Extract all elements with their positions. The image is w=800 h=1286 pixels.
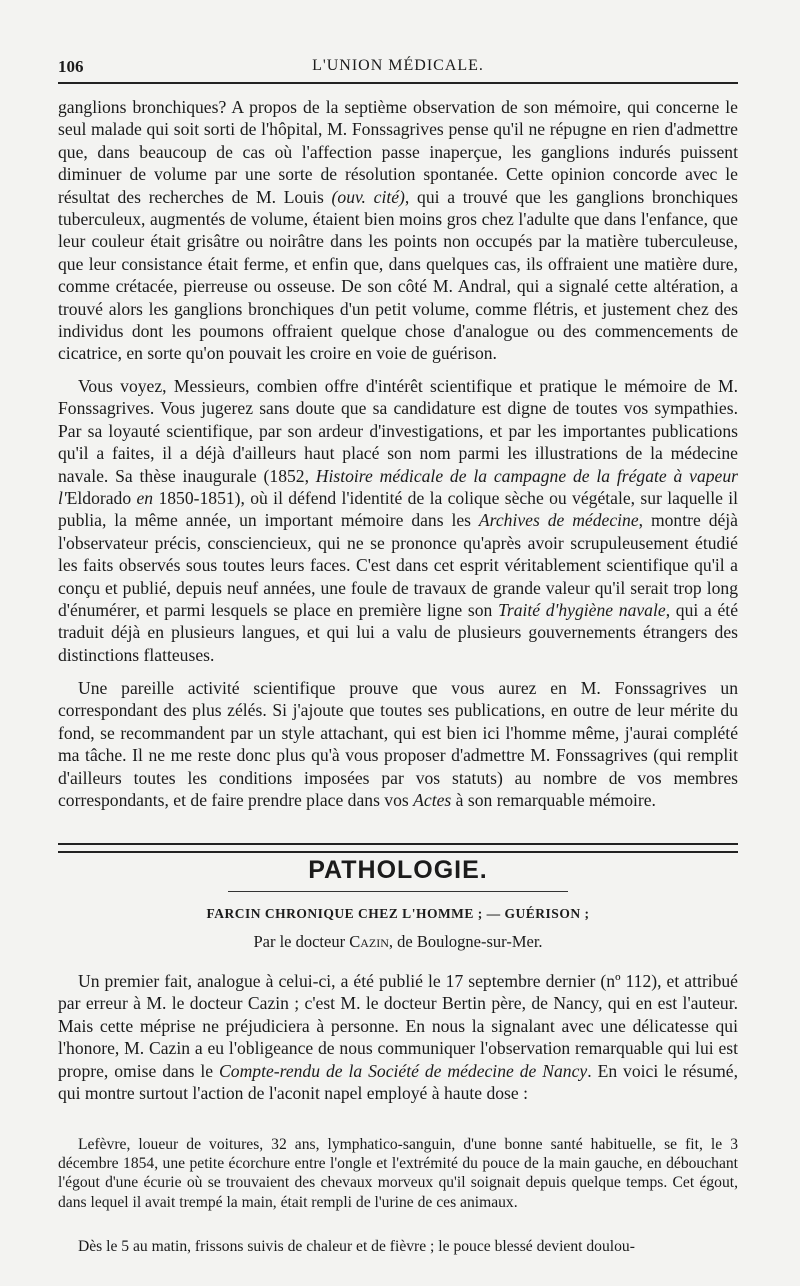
case-paragraph-2-text: Dès le 5 au matin, frissons suivis de chaleur et de fièvre ; le pouce blessé devient doulou- [78,1238,635,1255]
page-header [58,52,738,82]
paragraph-1-citation: (ouv. cité) [331,186,405,207]
author-name: Cazin [349,932,389,951]
title-rule [228,891,568,892]
paragraph-2 [58,375,738,666]
archives-title: Archives de médecine [478,510,639,531]
page-number: 106 [58,57,84,76]
case-paragraph-2 [58,1237,738,1256]
actes-title: Actes [413,790,452,811]
thesis-title: Histoire médicale de la campagne de la frégate à vapeur l' [58,465,738,509]
paragraph-1 [58,96,738,365]
section-title: PATHOLOGIE. [308,856,488,884]
paragraph-1-text-rest: , qui a trouvé que les ganglions bronchiques tuberculeux, augmentés de volume, étaient bien moins gros chez l'adulte que dans l'enfance, que leur couleur était grisâtre ou noirâtre dans les points non occupés par la matière tuberculeuse, que leur consistance était ferme, et enfin que, dans quelques cas, ils offraient une matière dure, comme crétacée, pierreuse ou osseuse. De son côté M. Andral, qui a signalé cette altération, a trouvé alors les ganglions bronchiques d'un petit volume, comme flétris, et justement chez des individus dont les poumons offraient quelque chose d'analogue ou des commencements de cicatrice, en sorte qu'on pouvait les croire en voie de guérison. [58,186,738,364]
paragraph-4 [58,970,738,1104]
paragraph-3-text-a: Une pareille activité scientifique prouve que vous aurez en M. Fonssagrives un correspondant des plus zélés. Si j'ajoute que toutes ses publications, en outre de leur mérite du fond, se recommandent par un style attachant, qui est bien ici l'homme même, j'aurai complété ma tâche. Il ne me reste donc plus qu'à vous proposer d'admettre M. Fonssagrives (qui remplit d'ailleurs toutes les conditions imposées par vos statuts) au nombre de vos membres correspondants, et de faire prendre place dans vos [58,678,738,811]
compte-rendu-title: Compte-rendu de la Société de médecine de Nancy [219,1060,588,1081]
header-rule [58,82,738,84]
paragraph-2-text-g: , montre déjà l'observateur précis, consciencieux, qui ne se prononce qu'après avoir scrupuleusement étudié les faits observés sous toutes leurs faces. C'est dans cet esprit véritablement scientifique qu'il a conçu et publié, depuis neuf années, une foule de travaux de grande valeur qu'il serait trop long d'énumérer, et parmi lesquels se place en première ligne son [58,510,738,621]
paragraph-1-text: ganglions bronchiques? A propos de la septième observation de son mémoire, qui concerne le seul malade qui soit sorti de l'hôpital, M. Fonssagrives pense qu'il ne répugne en rien d'admettre que, dans beaucoup de cas où l'affection passe inaperçue, les ganglions indurés puissent diminuer de volume par une sorte de résolution spontanée. Cette opinion concorde avec le résultat des recherches de M. Louis [58,97,738,207]
byline-suffix: , de Boulogne-sur-Mer. [388,932,543,951]
paragraph-3-text-c: à son remarquable mémoire. [451,790,656,811]
section-divider [58,843,738,853]
running-title: L'UNION MÉDICALE. [312,57,484,74]
paragraph-4-text-a: Un premier fait, analogue à celui-ci, a été publié le 17 septembre dernier (nº 112), et attribué par erreur à M. le docteur Cazin ; c'est M. le docteur Bertin père, de Nancy, qui en est l'auteur. Mais cette méprise ne préjudiciera à personne. En nous la signalant avec une délicatesse qui l'honore, M. Cazin a eu l'obligeance de nous communiquer l'observation remarquable qui lui est propre, omise dans le [58,971,738,1081]
article-title: FARCIN CHRONIQUE CHEZ L'HOMME ; — GUÉRISON ; [206,906,590,921]
paragraph-2-text-i: , qui a été traduit déjà en plusieurs langues, et qui lui a valu de plusieurs gouvernements étrangers des distinctions flatteuses. [58,600,738,665]
traite-title: Traité d'hygiène navale [498,600,666,621]
case-paragraph-1-text: Lefèvre, loueur de voitures, 32 ans, lymphatico-sanguin, d'une bonne santé habituelle, se fit, le 3 décembre 1854, une petite écorchure entre l'ongle et l'extrémité du pouce de la main gauche, en débouchant l'égout d'une écurie où se trouvaient des chevaux morveux qu'il soignait depuis quelque temps. Cet égout, dans lequel il avait trempé la main, était rempli de l'urine de ces animaux. [58,1136,738,1211]
byline-prefix: Par le docteur [253,932,350,951]
paragraph-2-text-e: 1850-1851), où il défend l'identité de la colique sèche ou végétale, sur laquelle il publia, la même année, un important mémoire dans les [58,488,739,531]
paragraph-2-en: en [131,488,159,509]
case-paragraph-1 [58,1135,738,1212]
byline [58,932,738,952]
paragraph-3 [58,677,738,811]
ship-name: Eldorado [66,488,132,509]
paragraph-2-text-a: Vous voyez, Messieurs, combien offre d'intérêt scientifique et pratique le mémoire de M. Fonssagrives. Vous jugerez sans doute que sa candidature est digne de toutes vos sympathies. Par sa loyauté scientifique, par son ardeur d'investigations, et par les importantes publications qu'il a faites, il a déjà d'ailleurs haut placé son nom parmi les illustrations de la médecine navale. Sa thèse inaugurale (1852, [58,376,738,486]
paragraph-4-text-c: . En voici le résumé, qui montre surtout l'action de l'aconit napel employé à haute dose : [58,1060,738,1104]
